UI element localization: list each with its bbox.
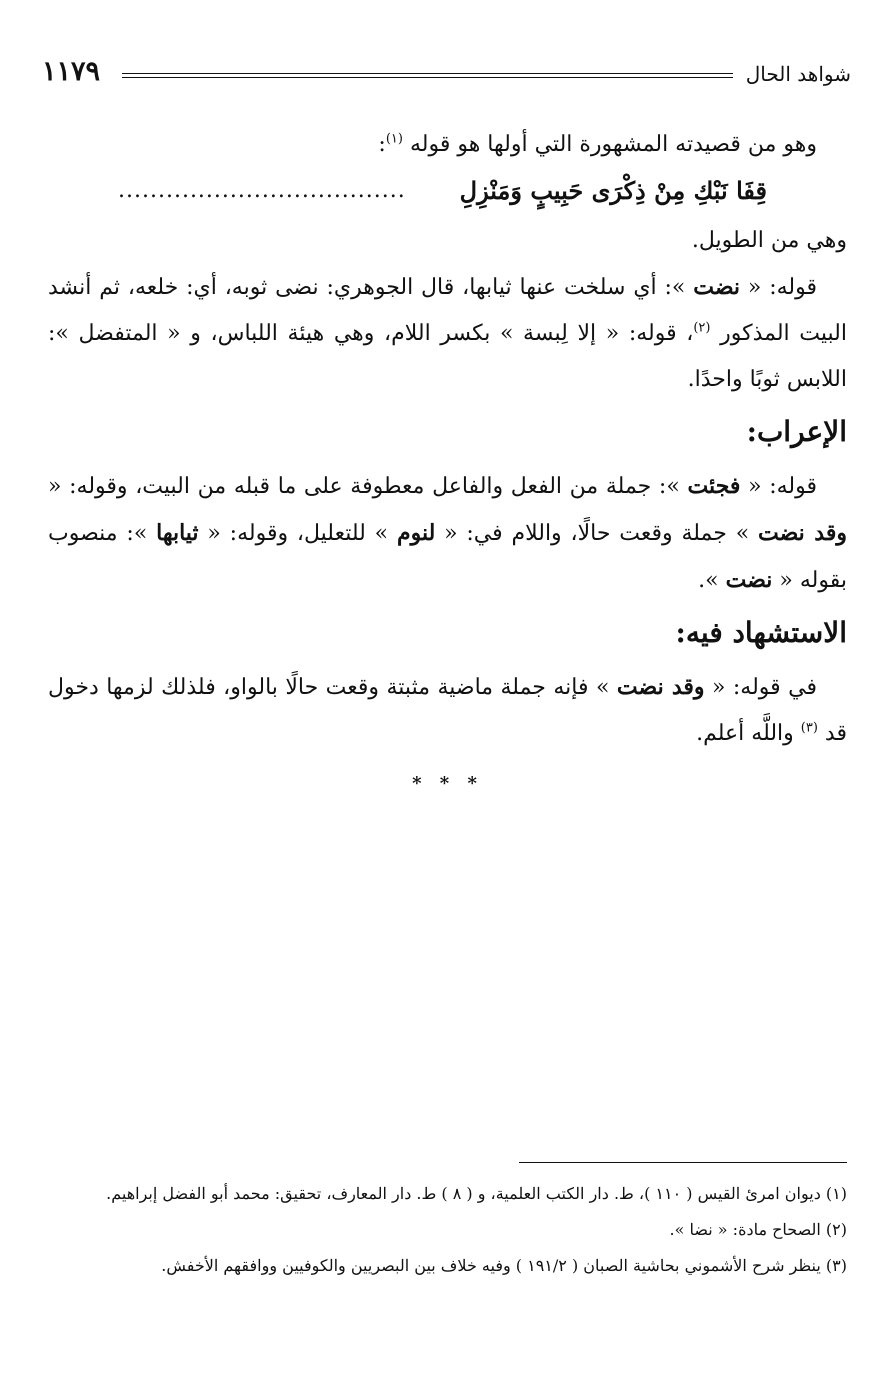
heading-irab: الإعراب:: [746, 415, 847, 448]
running-title: شواهد الحال: [745, 62, 851, 86]
footnote-ref-3: (٣): [800, 720, 818, 736]
text-span: »: منصوب بقوله «: [48, 521, 847, 593]
text-span: واللَّه أعلم.: [696, 721, 801, 746]
footnote-rule: [519, 1162, 847, 1163]
text-span: » للتعليل، وقوله: «: [198, 521, 397, 546]
poem-verse: [48, 168, 847, 218]
text-span: »: أي سلخت عنها ثيابها، قال الجوهري: نضى ثوبه، أي: خلعه، ثم أنشد البيت المذكور: [48, 275, 847, 346]
header-rule: [122, 73, 733, 78]
section-separator: * * *: [412, 773, 483, 794]
running-header: [40, 56, 851, 92]
shahid-paragraph: [48, 664, 847, 757]
bold-term: وقد نضت: [758, 520, 847, 546]
text-span: قوله: «: [740, 275, 817, 300]
footnotes: [44, 1176, 847, 1284]
verse-hemistich: قِفَا نَبْكِ مِنْ ذِكْرَى حَبِيبٍ وَمَنْزِلِ: [459, 176, 767, 205]
verse-dots: ....................................: [118, 178, 406, 203]
bold-term: وقد نضت: [616, 674, 705, 700]
heading-shahid: الاستشهاد فيه:: [675, 616, 847, 649]
footnote-3: (٣) ينظر شرح الأشموني بحاشية الصبان ( ١٩١/٢ ) وفيه خلاف بين البصريين والكوفيين ووافقهم الأخفش.: [161, 1256, 847, 1275]
bold-term: نضت: [725, 567, 773, 593]
irab-paragraph: [48, 463, 847, 604]
intro-end: :: [378, 132, 386, 157]
main-text: [48, 122, 847, 807]
footnote-1: (١) ديوان امرئ القيس ( ١١٠ )، ط. دار الكتب العلمية، و ( ٨ ) ط. دار المعارف، تحقيق: محمد أبو الفضل إبراهيم.: [106, 1184, 847, 1203]
meter-note: وهي من الطويل.: [691, 228, 847, 253]
bold-term: فجئت: [687, 473, 741, 499]
bold-term: نضت: [693, 274, 741, 300]
vocabulary-paragraph: [48, 264, 847, 403]
bold-term: لنوم: [396, 520, 436, 546]
text-span: قوله: «: [740, 474, 817, 499]
text-span: » جملة وقعت حالًا، واللام في: «: [435, 521, 758, 546]
footnote-ref-1: (١): [385, 131, 403, 147]
text-span: ، قوله: « إلا لِبسة » بكسر اللام، وهي هيئة اللباس، و « المتفضل »: اللابس ثوبًا واحدًا.: [48, 321, 847, 392]
text-span: في قوله: «: [704, 675, 817, 700]
footnote-ref-2: (٢): [693, 320, 711, 336]
text-span: » فإنه جملة ماضية مثبتة وقعت حالًا بالواو، فلذلك لزمها دخول قد: [48, 675, 847, 746]
intro-text: وهو من قصيدته المشهورة التي أولها هو قوله: [402, 132, 817, 157]
page-number: ١١٧٩: [42, 56, 101, 87]
footnote-2: (٢) الصحاح مادة: « نضا ».: [669, 1220, 847, 1239]
text-span: »: جملة من الفعل والفاعل معطوفة على ما قبله من البيت، وقوله: «: [48, 474, 688, 499]
intro-paragraph: [48, 122, 847, 168]
text-span: ».: [698, 568, 726, 593]
bold-term: ثيابها: [156, 520, 199, 546]
